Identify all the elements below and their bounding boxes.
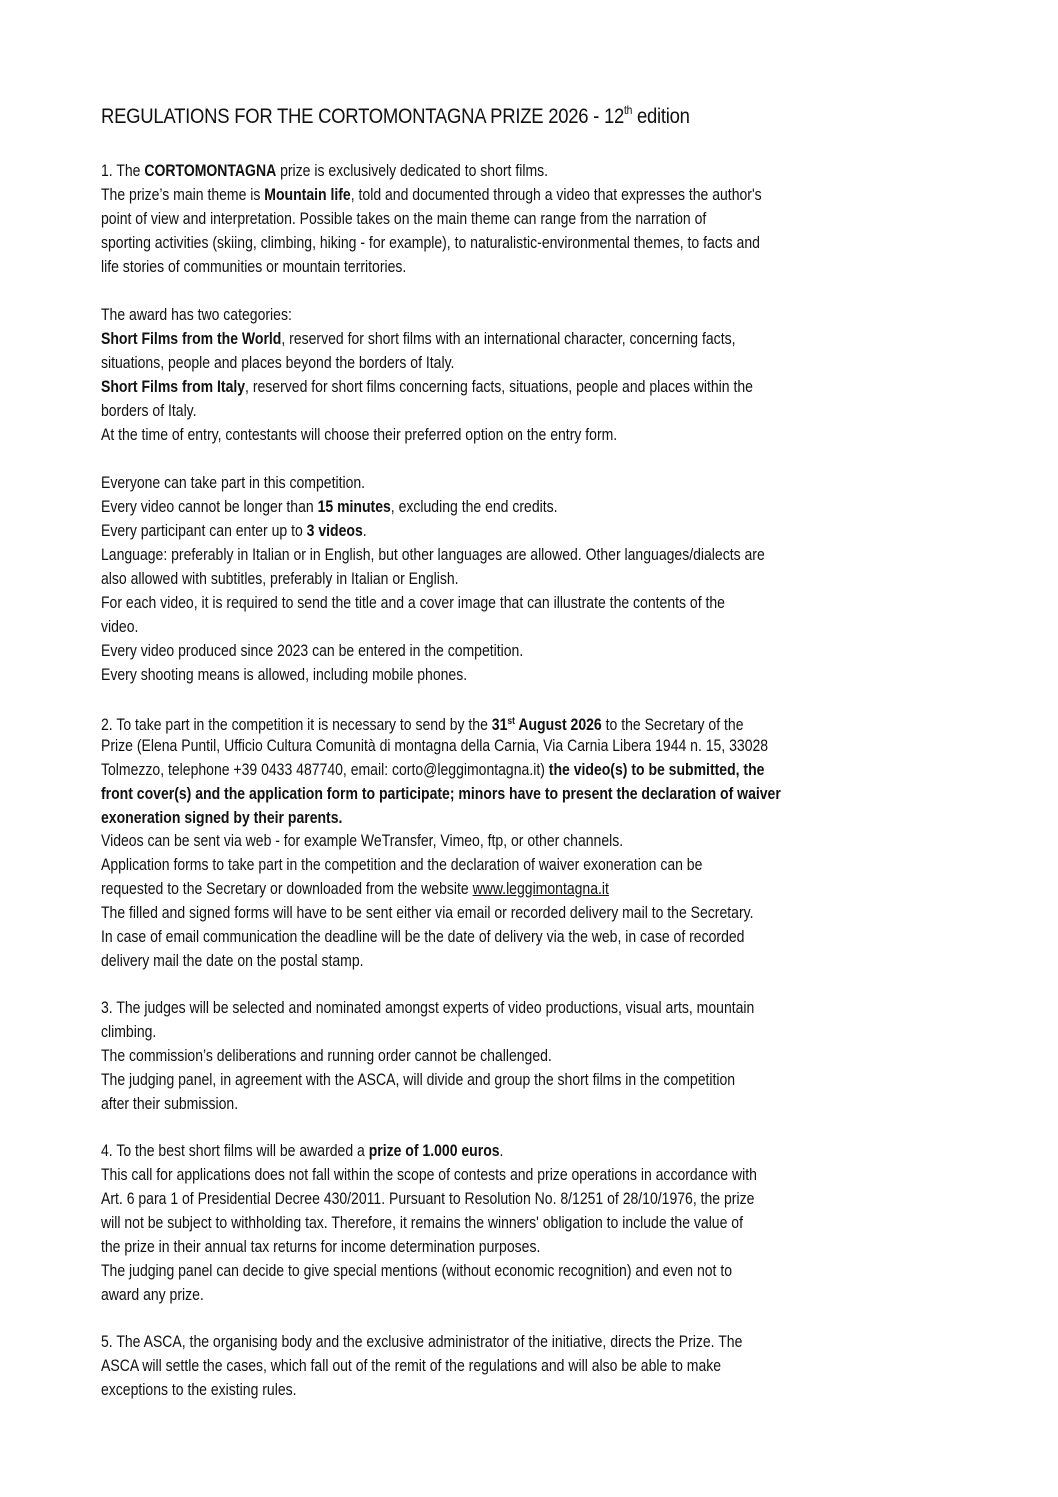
category-italy	[101, 377, 753, 397]
text: The prize’s main theme is	[101, 186, 265, 204]
section-4-line: the prize in their annual tax returns for income determination purposes.	[101, 1238, 541, 1256]
section-1-line: point of view and interpretation. Possible takes on the main theme can range from the narration of	[101, 210, 707, 228]
bold-text: exoneration signed by their parents.	[101, 809, 343, 827]
category-name: Short Films from Italy	[101, 378, 246, 396]
section-5-line: exceptions to the existing rules.	[101, 1381, 297, 1399]
section-2-line: Videos can be sent via web - for example WeTransfer, Vimeo, ftp, or other channels.	[101, 832, 624, 850]
section-3-line: 3. The judges will be selected and nominated amongst experts of video productions, visual arts, mountain	[101, 999, 755, 1017]
bold-text: the video(s) to be submitted, the	[548, 761, 765, 779]
text: , told and documented through a video that expresses the author's	[350, 186, 762, 204]
category-world-cont: situations, people and places beyond the borders of Italy.	[101, 354, 455, 372]
section-2-line	[101, 712, 744, 735]
category-italy-cont: borders of Italy.	[101, 402, 197, 420]
text: , reserved for short films concerning facts, situations, people and places within the	[245, 378, 753, 396]
rule-line: Every video produced since 2023 can be entered in the competition.	[101, 642, 524, 660]
text: requested to the Secretary or downloaded from the website	[101, 880, 473, 898]
category-world	[101, 329, 735, 349]
section-4-line: award any prize.	[101, 1286, 204, 1304]
section-2-line: Application forms to take part in the competition and the declaration of waiver exoneration can be	[101, 856, 703, 874]
bold-text: Mountain life	[264, 186, 351, 204]
rule-line: Everyone can take part in this competition.	[101, 474, 366, 492]
text: 4. To the best short films will be awarded a	[101, 1142, 369, 1160]
text: Tolmezzo, telephone +39 0433 487740, email: corto@leggimontagna.it)	[101, 761, 549, 779]
rule-line: Language: preferably in Italian or in English, but other languages are allowed. Other languages/dialects are	[101, 546, 765, 564]
section-4-line: The judging panel can decide to give special mentions (without economic recognition) and even not to	[101, 1262, 733, 1280]
bold-text: CORTOMONTAGNA	[144, 162, 277, 180]
section-2-line	[101, 760, 764, 780]
rule-line	[101, 497, 558, 517]
text: , excluding the end credits.	[390, 498, 558, 516]
website-link[interactable]: www.leggimontagna.it	[472, 880, 609, 898]
rule-line	[101, 521, 367, 541]
section-5-line: 5. The ASCA, the organising body and the exclusive administrator of the initiative, directs the Prize. The	[101, 1333, 743, 1351]
text: .	[362, 522, 367, 540]
page-title	[101, 103, 690, 129]
section-2-line: Prize (Elena Puntil, Ufficio Cultura Comunità di montagna della Carnia, Via Carnia Libera 1944 n. 15, 33028	[101, 737, 769, 755]
section-2-line	[101, 879, 609, 899]
section-1-line: life stories of communities or mountain territories.	[101, 258, 407, 276]
section-4-line	[101, 1141, 503, 1161]
text: Every video cannot be longer than	[101, 498, 318, 516]
text: 1. The	[101, 162, 145, 180]
rule-line: also allowed with subtitles, preferably in Italian or English.	[101, 570, 459, 588]
rule-line: Every shooting means is allowed, including mobile phones.	[101, 666, 468, 684]
bold-text: 31	[491, 716, 508, 734]
section-2-line: delivery mail the date on the postal stamp.	[101, 952, 364, 970]
bold-text: prize of 1.000 euros	[368, 1142, 500, 1160]
section-4-line: will not be subject to withholding tax. Therefore, it remains the winners' obligation to include the value of	[101, 1214, 743, 1232]
section-1-line	[101, 185, 762, 205]
category-name: Short Films from the World	[101, 330, 282, 348]
text: prize is exclusively dedicated to short films.	[276, 162, 549, 180]
categories-choice: At the time of entry, contestants will choose their preferred option on the entry form.	[101, 426, 618, 444]
superscript: st	[507, 716, 516, 727]
text: to the Secretary of the	[601, 716, 744, 734]
bold-text: front cover(s) and the application form to participate; minors have to present the declaration of waiver	[101, 785, 781, 803]
section-3-line: after their submission.	[101, 1095, 239, 1113]
text: , reserved for short films with an international character, concerning facts,	[281, 330, 736, 348]
section-2-line: In case of email communication the deadline will be the date of delivery via the web, in case of recorded	[101, 928, 745, 946]
section-2-line: The filled and signed forms will have to be sent either via email or recorded delivery mail to the Secretary.	[101, 904, 754, 922]
section-1-line	[101, 161, 548, 181]
title-text: REGULATIONS FOR THE CORTOMONTAGNA PRIZE 2026 - 12	[101, 104, 625, 128]
bold-text: 15 minutes	[317, 498, 391, 516]
section-2-line	[101, 808, 342, 828]
section-4-line: Art. 6 para 1 of Presidential Decree 430/2011. Pursuant to Resolution No. 8/1251 of 28/10/1976, the prize	[101, 1190, 755, 1208]
section-3-line: The judging panel, in agreement with the ASCA, will divide and group the short films in the competition	[101, 1071, 736, 1089]
rule-line: video.	[101, 618, 139, 636]
text: .	[499, 1142, 504, 1160]
section-2-line	[101, 784, 781, 804]
section-3-line: The commission’s deliberations and running order cannot be challenged.	[101, 1047, 552, 1065]
categories-intro: The award has two categories:	[101, 306, 292, 324]
text: Every participant can enter up to	[101, 522, 307, 540]
section-1-line: sporting activities (skiing, climbing, hiking - for example), to naturalistic-environmental themes, to facts and	[101, 234, 760, 252]
section-5-line: ASCA will settle the cases, which fall out of the remit of the regulations and will also be able to make	[101, 1357, 722, 1375]
bold-text: August 2026	[515, 716, 602, 734]
text: 2. To take part in the competition it is necessary to send by the	[101, 716, 492, 734]
bold-text: 3 videos	[306, 522, 363, 540]
rule-line: For each video, it is required to send the title and a cover image that can illustrate the contents of the	[101, 594, 725, 612]
section-4-line: This call for applications does not fall within the scope of contests and prize operations in accordance with	[101, 1166, 757, 1184]
title-superscript: th	[624, 103, 633, 117]
title-tail: edition	[632, 104, 690, 128]
section-3-line: climbing.	[101, 1023, 157, 1041]
